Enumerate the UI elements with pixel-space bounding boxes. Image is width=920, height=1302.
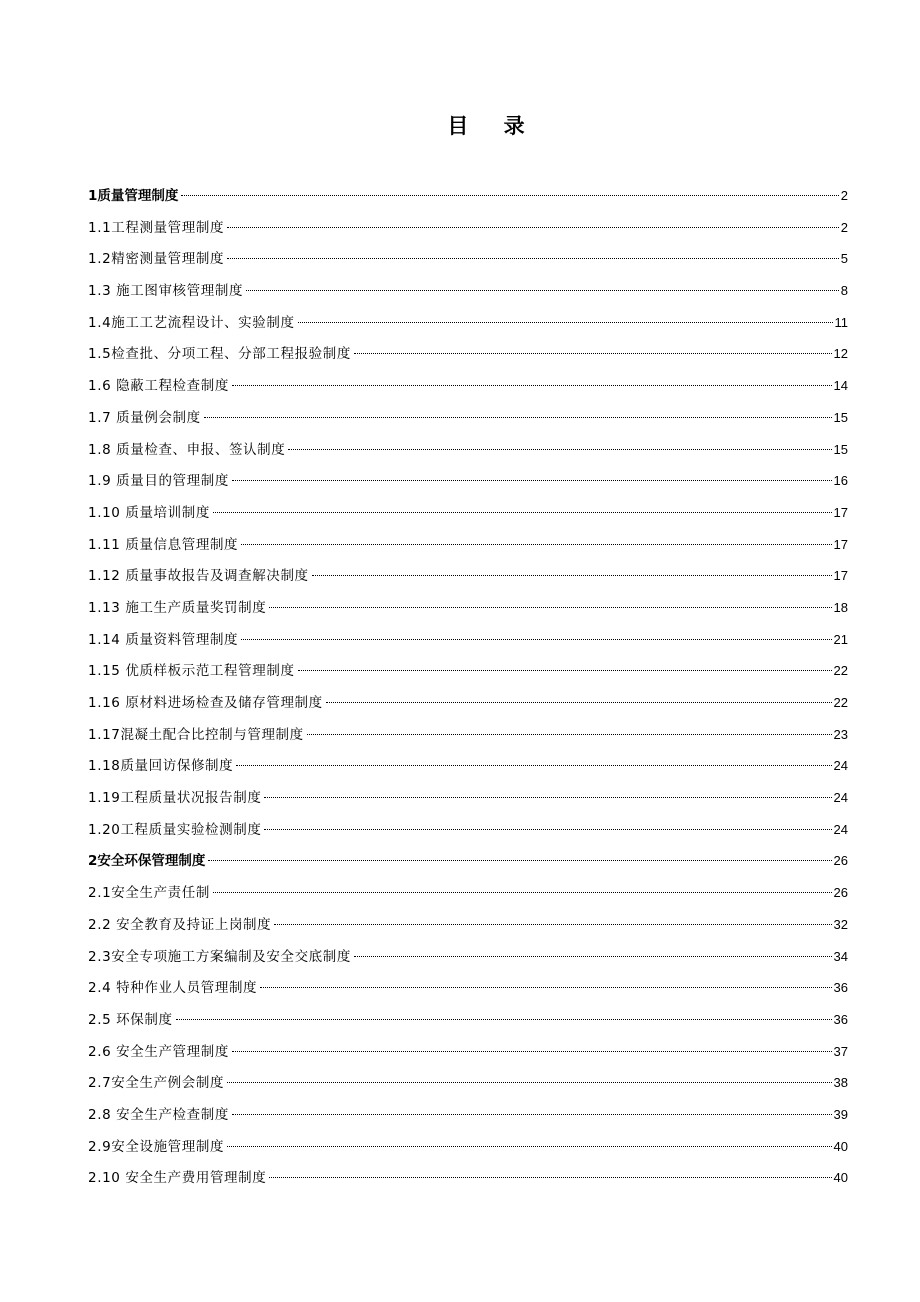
- dot-leader: [246, 290, 839, 291]
- toc-entry-page-number: 32: [833, 916, 848, 932]
- toc-entry-page-number: 21: [833, 631, 848, 647]
- dot-leader: [181, 195, 838, 196]
- dot-leader: [307, 734, 832, 735]
- toc-entry-page-number: 18: [833, 599, 848, 615]
- toc-entry-page-number: 11: [834, 314, 848, 330]
- toc-entry-label: 2.4 特种作业人员管理制度: [88, 980, 258, 997]
- toc-entry[interactable]: [88, 463, 848, 495]
- toc-entry[interactable]: [88, 336, 848, 368]
- toc-entry-page-number: 24: [833, 758, 848, 774]
- toc-entry-page-number: 2: [840, 188, 848, 203]
- dot-leader: [232, 1051, 832, 1052]
- toc-entry[interactable]: [88, 1160, 848, 1192]
- toc-entry[interactable]: [88, 622, 848, 654]
- dot-leader: [227, 227, 839, 228]
- toc-entry[interactable]: [88, 1129, 848, 1161]
- toc-entry-page-number: 12: [833, 346, 848, 362]
- toc-entry[interactable]: [88, 400, 848, 432]
- toc-entry[interactable]: [88, 1065, 848, 1097]
- dot-leader: [232, 480, 832, 481]
- toc-entry-label: 2安全环保管理制度: [88, 853, 206, 870]
- dot-leader: [208, 860, 831, 861]
- toc-entry[interactable]: [88, 717, 848, 749]
- toc-entry-label: 2.7安全生产例会制度: [88, 1075, 225, 1092]
- toc-entry-label: 1.4施工工艺流程设计、实验制度: [88, 314, 295, 331]
- toc-entry[interactable]: [88, 178, 848, 210]
- toc-entry-label: 1.3 施工图审核管理制度: [88, 283, 244, 300]
- toc-entry-label: 1.7 质量例会制度: [88, 409, 201, 426]
- toc-entry-page-number: 36: [833, 980, 848, 996]
- toc-entry-page-number: 17: [833, 568, 848, 584]
- toc-entry-label: 2.5 环保制度: [88, 1011, 173, 1028]
- toc-entry[interactable]: [88, 875, 848, 907]
- toc-entry[interactable]: [88, 305, 848, 337]
- toc-entry-label: 2.1安全生产责任制: [88, 885, 210, 902]
- dot-leader: [232, 1114, 832, 1115]
- toc-entry-label: 1.18质量回访保修制度: [88, 758, 234, 775]
- toc-entry-page-number: 23: [833, 726, 848, 742]
- toc-entry-page-number: 22: [833, 695, 848, 710]
- dot-leader: [269, 1177, 831, 1178]
- toc-entry[interactable]: [88, 812, 848, 844]
- toc-entry-page-number: 37: [833, 1043, 848, 1059]
- toc-entry[interactable]: [88, 527, 848, 559]
- toc-entry[interactable]: [88, 685, 848, 717]
- toc-entry-page-number: 39: [833, 1106, 848, 1122]
- dot-leader: [274, 924, 831, 925]
- dot-leader: [298, 670, 832, 671]
- toc-entry-page-number: 15: [833, 441, 848, 457]
- dot-leader: [213, 512, 832, 513]
- toc-entry-label: 1.6 隐蔽工程检查制度: [88, 378, 229, 395]
- toc-entry-label: 1.15 优质样板示范工程管理制度: [88, 663, 295, 680]
- dot-leader: [204, 417, 832, 418]
- toc-entry-page-number: 17: [833, 504, 848, 520]
- toc-entry-label: 2.3安全专项施工方案编制及安全交底制度: [88, 948, 351, 965]
- dot-leader: [213, 892, 832, 893]
- dot-leader: [269, 607, 831, 608]
- toc-entry[interactable]: [88, 495, 848, 527]
- toc-entry[interactable]: [88, 241, 848, 273]
- toc-entry[interactable]: [88, 1034, 848, 1066]
- toc-entry[interactable]: [88, 1002, 848, 1034]
- toc-entry-page-number: 22: [833, 663, 848, 679]
- toc-entry-label: 2.10 安全生产费用管理制度: [88, 1170, 267, 1187]
- toc-entry-label: 2.2 安全教育及持证上岗制度: [88, 916, 272, 933]
- toc-entry-label: 1.1工程测量管理制度: [88, 219, 225, 236]
- dot-leader: [241, 639, 831, 640]
- toc-entry-page-number: 14: [833, 378, 848, 394]
- toc-entry[interactable]: [88, 273, 848, 305]
- dot-leader: [312, 575, 832, 576]
- toc-entry-page-number: 24: [833, 790, 848, 806]
- toc-entry-page-number: 16: [833, 473, 848, 489]
- toc-entry-label: 1.13 施工生产质量奖罚制度: [88, 599, 267, 616]
- toc-entry-label: 2.8 安全生产检查制度: [88, 1106, 229, 1123]
- toc-entry[interactable]: [88, 368, 848, 400]
- toc-entry[interactable]: [88, 210, 848, 242]
- toc-entry-page-number: 26: [833, 853, 848, 869]
- toc-entry-page-number: 40: [833, 1138, 848, 1154]
- toc-title: 目 录: [447, 114, 539, 138]
- dot-leader: [232, 385, 832, 386]
- toc-entry[interactable]: [88, 590, 848, 622]
- toc-entry-page-number: 8: [840, 283, 848, 299]
- toc-entry-label: 1.16 原材料进场检查及储存管理制度: [88, 695, 323, 711]
- toc-entry[interactable]: [88, 653, 848, 685]
- toc-entry-label: 1.17混凝土配合比控制与管理制度: [88, 726, 304, 743]
- toc-list: [88, 178, 848, 1192]
- dot-leader: [288, 449, 831, 450]
- toc-entry-page-number: 17: [833, 536, 848, 552]
- toc-entry[interactable]: [88, 748, 848, 780]
- toc-entry-label: 1.9 质量目的管理制度: [88, 473, 229, 490]
- toc-entry-label: 1.5检查批、分项工程、分部工程报验制度: [88, 346, 351, 363]
- toc-entry-label: 1.11 质量信息管理制度: [88, 536, 239, 553]
- toc-entry-label: 1.2精密测量管理制度: [88, 251, 225, 268]
- dot-leader: [264, 797, 831, 798]
- dot-leader: [264, 829, 831, 830]
- toc-entry-label: 1.20工程质量实验检测制度: [88, 821, 262, 838]
- toc-entry[interactable]: [88, 432, 848, 464]
- toc-entry-label: 1.14 质量资料管理制度: [88, 631, 239, 648]
- toc-entry-label: 1.12 质量事故报告及调查解决制度: [88, 568, 309, 585]
- toc-entry[interactable]: [88, 939, 848, 971]
- toc-entry-label: 1.8 质量检查、申报、签认制度: [88, 441, 286, 458]
- toc-entry-label: 1.10 质量培训制度: [88, 504, 210, 521]
- toc-entry-page-number: 38: [833, 1075, 848, 1091]
- toc-entry[interactable]: [88, 780, 848, 812]
- dot-leader: [227, 1146, 831, 1147]
- dot-leader: [354, 353, 832, 354]
- toc-entry-page-number: 26: [833, 885, 848, 901]
- dot-leader: [227, 258, 839, 259]
- toc-entry-page-number: 24: [833, 821, 848, 837]
- toc-entry-label: 2.6 安全生产管理制度: [88, 1043, 229, 1060]
- dot-leader: [241, 544, 831, 545]
- toc-entry-page-number: 2: [840, 219, 848, 235]
- dot-leader: [236, 765, 831, 766]
- dot-leader: [354, 956, 832, 957]
- toc-entry-label: 2.9安全设施管理制度: [88, 1138, 225, 1155]
- dot-leader: [176, 1019, 832, 1020]
- dot-leader: [260, 987, 831, 988]
- toc-entry-label: 1.19工程质量状况报告制度: [88, 790, 262, 807]
- dot-leader: [298, 322, 833, 323]
- dot-leader: [227, 1082, 831, 1083]
- toc-entry[interactable]: [88, 843, 848, 875]
- toc-entry[interactable]: [88, 558, 848, 590]
- dot-leader: [326, 702, 832, 703]
- toc-entry-page-number: 40: [833, 1170, 848, 1186]
- toc-entry-page-number: 34: [833, 948, 848, 964]
- toc-entry-page-number: 5: [840, 251, 848, 267]
- toc-entry-label: 1质量管理制度: [88, 188, 179, 204]
- toc-entry[interactable]: [88, 970, 848, 1002]
- toc-entry-page-number: 15: [833, 409, 848, 425]
- toc-entry-page-number: 36: [833, 1011, 848, 1027]
- toc-entry[interactable]: [88, 907, 848, 939]
- toc-entry[interactable]: [88, 1097, 848, 1129]
